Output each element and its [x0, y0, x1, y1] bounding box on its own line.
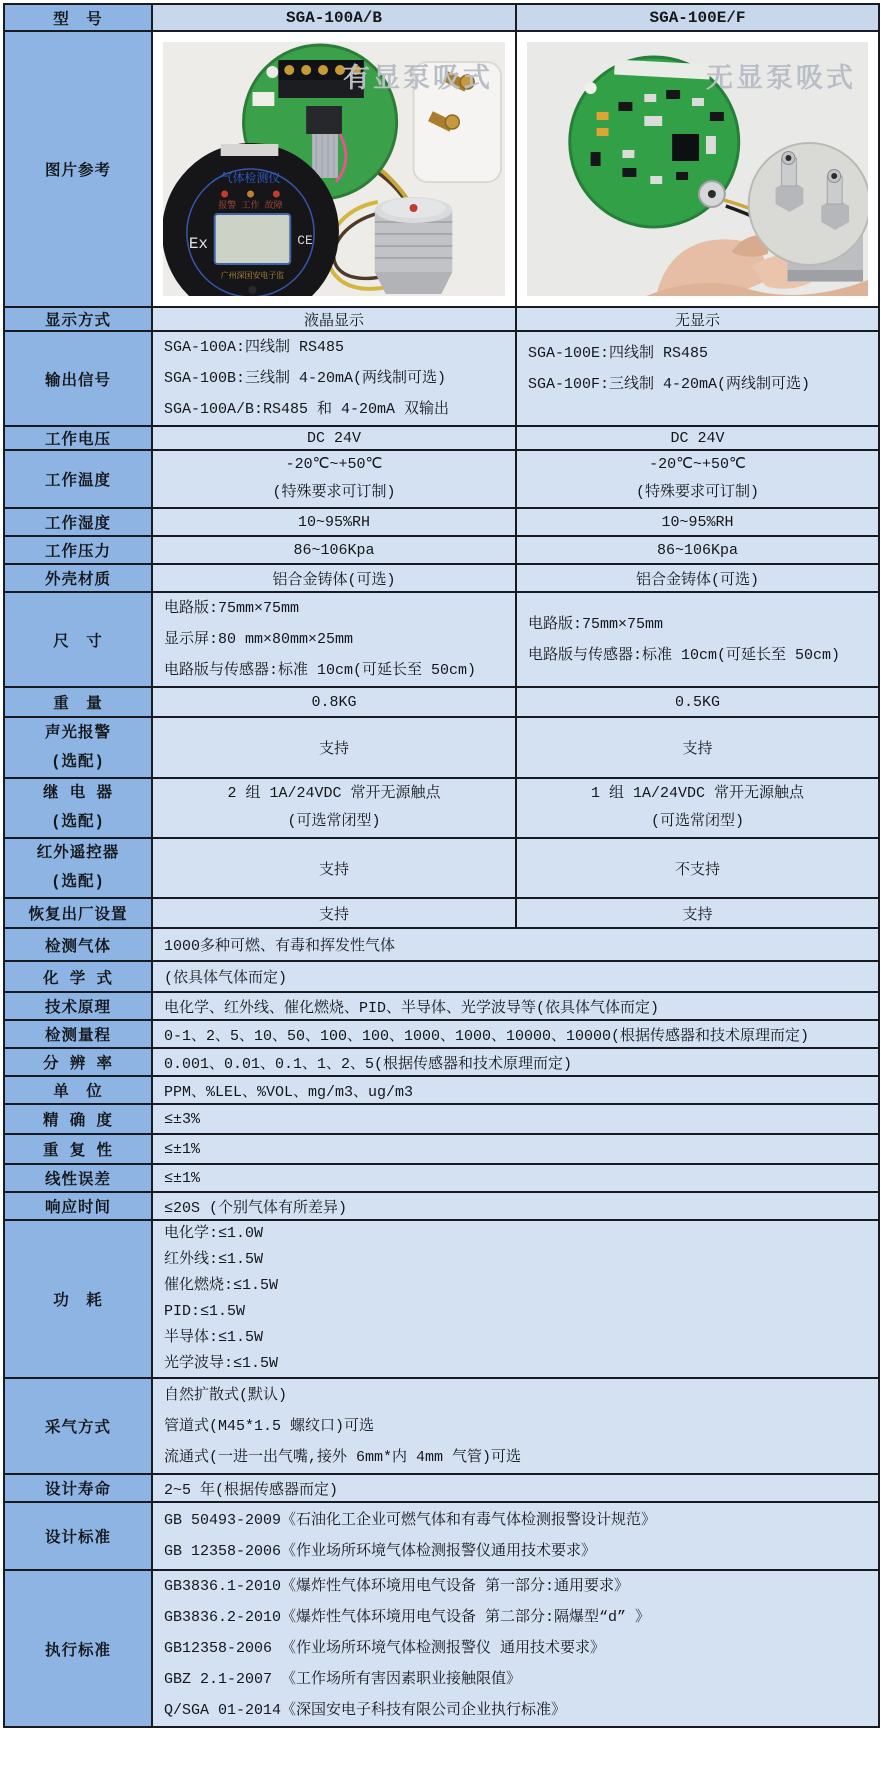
row-voltage-b: DC 24V — [516, 426, 879, 450]
row-humidity-label: 工作湿度 — [4, 508, 152, 536]
photo-b-cell — [516, 31, 879, 307]
size-b-line2: 电路版与传感器:标准 10cm(可延长至 50cm) — [528, 646, 841, 664]
model-label: 型 号 — [4, 4, 152, 31]
spec-table — [3, 3, 880, 1728]
row-relay-a — [152, 778, 516, 838]
row-alarm-a: 支持 — [152, 717, 516, 778]
relay-b-line2: (可选常闭型) — [650, 813, 744, 830]
row-sampling-value — [152, 1378, 879, 1474]
row-alarm — [4, 717, 879, 778]
row-exec-std-value — [152, 1570, 879, 1727]
row-range-value: 0-1、2、5、10、50、100、100、1000、1000、10000、10000(根据传感器和技术原理而定) — [152, 1020, 879, 1048]
row-linearity-value: ≤±1% — [152, 1164, 879, 1192]
size-a-line2: 显示屏:80 mm×80mm×25mm — [164, 631, 354, 648]
sampling-line2: 管道式(M45*1.5 螺纹口)可选 — [164, 1417, 375, 1435]
power-line1: 电化学:≤1.0W — [164, 1225, 264, 1242]
svg-text:气体检测仪: 气体检测仪 — [220, 171, 281, 187]
svg-text:报警 工作 故障: 报警 工作 故障 — [218, 200, 283, 212]
row-display-label: 显示方式 — [4, 307, 152, 331]
row-unit-value: PPM、%LEL、%VOL、mg/m3、ug/m3 — [152, 1076, 879, 1104]
relay-a-line1: 2 组 1A/24VDC 常开无源触点 — [227, 785, 441, 802]
photo-a-watermark: 有显泵吸式 — [343, 63, 493, 93]
row-unit — [4, 1076, 879, 1104]
row-gases-label: 检测气体 — [4, 928, 152, 961]
row-temp-b — [516, 450, 879, 508]
row-humidity-b: 10~95%RH — [516, 508, 879, 536]
power-line2: 红外线:≤1.5W — [164, 1251, 264, 1268]
row-voltage-label: 工作电压 — [4, 426, 152, 450]
row-principle-value: 电化学、红外线、催化燃烧、PID、半导体、光学波导等(依具体气体而定) — [152, 992, 879, 1020]
row-reset-label: 恢复出厂设置 — [4, 898, 152, 928]
row-exec-std — [4, 1570, 879, 1727]
row-response-label: 响应时间 — [4, 1192, 152, 1220]
row-output — [4, 331, 879, 426]
relay-a-line2: (可选常闭型) — [287, 813, 381, 830]
row-resolution-value: 0.001、0.01、0.1、1、2、5(根据传感器和技术原理而定) — [152, 1048, 879, 1076]
row-display-b: 无显示 — [516, 307, 879, 331]
row-accuracy — [4, 1104, 879, 1134]
relay-label-line2: (选配) — [51, 813, 105, 831]
row-principle-label: 技术原理 — [4, 992, 152, 1020]
row-life-value: 2~5 年(根据传感器而定) — [152, 1474, 879, 1502]
row-shell-a: 铝合金铸体(可选) — [152, 564, 516, 592]
remote-label-line2: (选配) — [51, 873, 105, 891]
aluminum-sensor-a — [375, 197, 453, 294]
row-temp-a — [152, 450, 516, 508]
row-temp-label: 工作温度 — [4, 450, 152, 508]
row-response-value: ≤20S (个别气体有所差异) — [152, 1192, 879, 1220]
row-formula-label: 化 学 式 — [4, 961, 152, 992]
row-pressure — [4, 536, 879, 564]
svg-text:广州深国安电子监: 广州深国安电子监 — [220, 271, 285, 282]
row-exec-std-label: 执行标准 — [4, 1570, 152, 1727]
output-a-line1: SGA-100A:四线制 RS485 — [164, 339, 345, 356]
svg-text:CE: CE — [297, 232, 313, 249]
row-size — [4, 592, 879, 687]
row-power-label: 功 耗 — [4, 1220, 152, 1378]
remote-label-line1: 红外遥控器 — [36, 844, 120, 862]
row-accuracy-value: ≤±3% — [152, 1104, 879, 1134]
size-b-line1: 电路版:75mm×75mm — [528, 615, 664, 633]
output-b-line2: SGA-100F:三线制 4-20mA(两线制可选) — [528, 376, 811, 393]
row-weight-a: 0.8KG — [152, 687, 516, 717]
row-relay-label — [4, 778, 152, 838]
power-line4: PID:≤1.5W — [164, 1303, 246, 1320]
power-line5: 半导体:≤1.5W — [164, 1329, 264, 1346]
model-b-header: SGA-100E/F — [516, 4, 879, 31]
row-shell-label: 外壳材质 — [4, 564, 152, 592]
row-design-std-value — [152, 1502, 879, 1570]
exec-std-line2: GB3836.2-2010《爆炸性气体环境用电气设备 第二部分:隔爆型“d” 》 — [164, 1609, 651, 1626]
row-voltage — [4, 426, 879, 450]
row-design-std — [4, 1502, 879, 1570]
row-formula-value: (依具体气体而定) — [152, 961, 879, 992]
temp-a-line2: (特殊要求可订制) — [272, 484, 396, 501]
photo-row — [4, 31, 879, 307]
row-voltage-a: DC 24V — [152, 426, 516, 450]
row-principle — [4, 992, 879, 1020]
row-alarm-b: 支持 — [516, 717, 879, 778]
row-range-label: 检测量程 — [4, 1020, 152, 1048]
row-remote-label — [4, 838, 152, 898]
row-power — [4, 1220, 879, 1378]
temp-a-line1: -20℃~+50℃ — [285, 456, 383, 473]
output-a-line2: SGA-100B:三线制 4-20mA(两线制可选) — [164, 370, 447, 387]
row-response — [4, 1192, 879, 1220]
row-repeatability-label: 重 复 性 — [4, 1134, 152, 1164]
row-relay — [4, 778, 879, 838]
row-gases — [4, 928, 879, 961]
row-pressure-a: 86~106Kpa — [152, 536, 516, 564]
row-repeatability-value: ≤±1% — [152, 1134, 879, 1164]
temp-b-line1: -20℃~+50℃ — [649, 456, 746, 473]
row-sampling-label: 采气方式 — [4, 1378, 152, 1474]
power-line3: 催化燃烧:≤1.5W — [164, 1277, 279, 1294]
row-output-b — [516, 331, 879, 426]
row-life-label: 设计寿命 — [4, 1474, 152, 1502]
temp-b-line2: (特殊要求可订制) — [635, 484, 759, 501]
row-display-a: 液晶显示 — [152, 307, 516, 331]
alarm-label-line1: 声光报警 — [44, 723, 111, 742]
product-photo-b — [527, 42, 868, 296]
exec-std-line3: GB12358-2006 《作业场所环境气体检测报警仪 通用技术要求》 — [164, 1640, 606, 1657]
row-accuracy-label: 精 确 度 — [4, 1104, 152, 1134]
row-size-a — [152, 592, 516, 687]
photo-row-label: 图片参考 — [4, 31, 152, 307]
row-remote — [4, 838, 879, 898]
exec-std-line1: GB3836.1-2010《爆炸性气体环境用电气设备 第一部分:通用要求》 — [164, 1578, 630, 1595]
row-resolution-label: 分 辨 率 — [4, 1048, 152, 1076]
row-formula — [4, 961, 879, 992]
row-size-b — [516, 592, 879, 687]
photo-b-watermark: 无显泵吸式 — [706, 63, 856, 93]
row-relay-b — [516, 778, 879, 838]
header-row — [4, 4, 879, 31]
row-linearity-label: 线性误差 — [4, 1164, 152, 1192]
sampling-line3: 流通式(一进一出气嘴,接外 6mm*内 4mm 气管)可选 — [164, 1448, 522, 1466]
sampling-line1: 自然扩散式(默认) — [164, 1386, 288, 1404]
row-resolution — [4, 1048, 879, 1076]
row-remote-b: 不支持 — [516, 838, 879, 898]
output-b-line1: SGA-100E:四线制 RS485 — [528, 345, 709, 362]
row-weight-b: 0.5KG — [516, 687, 879, 717]
row-sampling — [4, 1378, 879, 1474]
model-a-header: SGA-100A/B — [152, 4, 516, 31]
row-power-value — [152, 1220, 879, 1378]
output-a-line3: SGA-100A/B:RS485 和 4-20mA 双输出 — [164, 401, 450, 418]
row-output-a — [152, 331, 516, 426]
row-temp — [4, 450, 879, 508]
size-a-line3: 电路版与传感器:标准 10cm(可延长至 50cm) — [164, 662, 477, 679]
row-unit-label: 单 位 — [4, 1076, 152, 1104]
relay-b-line1: 1 组 1A/24VDC 常开无源触点 — [590, 785, 805, 802]
row-shell-b: 铝合金铸体(可选) — [516, 564, 879, 592]
size-a-line1: 电路版:75mm×75mm — [164, 600, 300, 617]
row-pressure-b: 86~106Kpa — [516, 536, 879, 564]
alarm-label-line2: (选配) — [51, 752, 105, 771]
row-repeatability — [4, 1134, 879, 1164]
row-linearity — [4, 1164, 879, 1192]
row-alarm-label — [4, 717, 152, 778]
row-reset-a: 支持 — [152, 898, 516, 928]
row-output-label: 输出信号 — [4, 331, 152, 426]
photo-a-cell — [152, 31, 516, 307]
row-reset-b: 支持 — [516, 898, 879, 928]
product-photo-a — [163, 42, 505, 296]
row-gases-value: 1000多种可燃、有毒和挥发性气体 — [152, 928, 879, 961]
design-std-line1: GB 50493-2009《石油化工企业可燃气体和有毒气体检测报警设计规范》 — [164, 1512, 657, 1529]
row-weight — [4, 687, 879, 717]
relay-label-line1: 继 电 器 — [42, 784, 114, 802]
row-size-label: 尺 寸 — [4, 592, 152, 687]
row-pressure-label: 工作压力 — [4, 536, 152, 564]
exec-std-line5: Q/SGA 01-2014《深国安电子科技有限公司企业执行标准》 — [164, 1702, 567, 1719]
design-std-line2: GB 12358-2006《作业场所环境气体检测报警仪通用技术要求》 — [164, 1543, 597, 1560]
row-weight-label: 重 量 — [4, 687, 152, 717]
row-life — [4, 1474, 879, 1502]
row-design-std-label: 设计标准 — [4, 1502, 152, 1570]
exec-std-line4: GBZ 2.1-2007 《工作场所有害因素职业接触限值》 — [164, 1671, 522, 1688]
power-line6: 光学波导:≤1.5W — [164, 1355, 279, 1372]
row-humidity — [4, 508, 879, 536]
row-remote-a: 支持 — [152, 838, 516, 898]
row-shell — [4, 564, 879, 592]
row-range — [4, 1020, 879, 1048]
row-humidity-a: 10~95%RH — [152, 508, 516, 536]
svg-text:Ex: Ex — [188, 234, 208, 254]
row-reset — [4, 898, 879, 928]
row-display — [4, 307, 879, 331]
